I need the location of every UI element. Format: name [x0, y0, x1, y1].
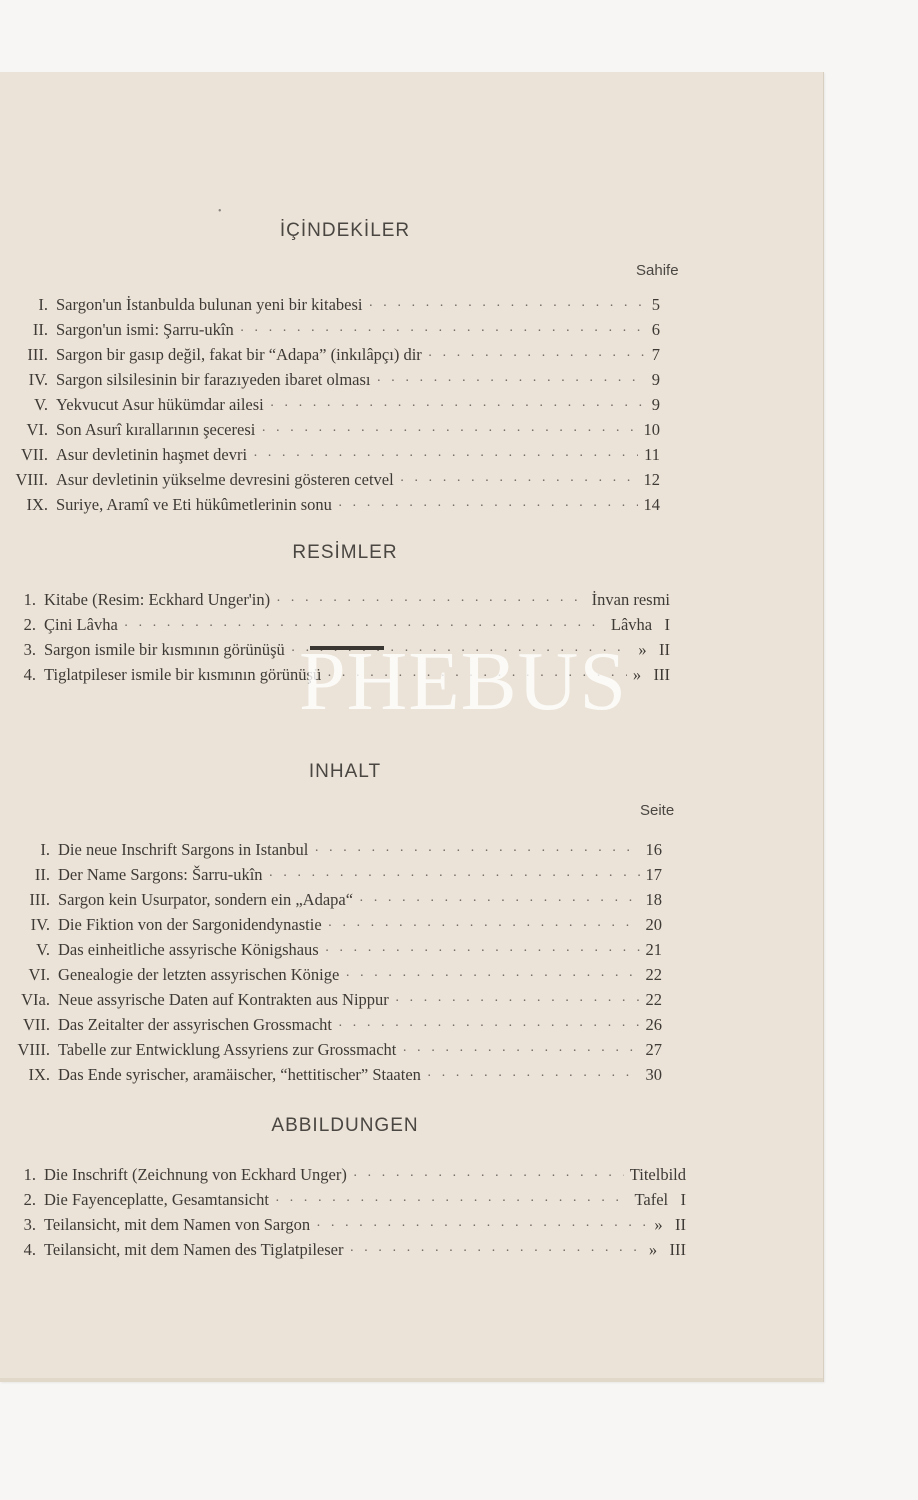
turkish-toc-entry-page: 14 — [643, 495, 660, 514]
turkish-toc-entry-title: Suriye, Aramî ve Eti hükûmetlerinin sonu — [56, 495, 332, 514]
german-figure-entry-number: 4. — [23, 1240, 36, 1259]
german-toc-entry-number: IX. — [28, 1065, 50, 1084]
german-figures-heading: ABBILDUNGEN — [271, 1115, 419, 1136]
turkish-figure-entry-page: Lâvha I — [610, 615, 670, 634]
dot-leader — [353, 1169, 624, 1185]
german-figure-entry — [0, 1240, 686, 1262]
turkish-toc-entry — [2, 395, 660, 417]
dot-leader — [428, 349, 646, 365]
turkish-figure-entry-title: Çini Lâvha — [44, 615, 118, 634]
german-figure-entry — [0, 1165, 686, 1187]
german-figure-entry-number: 3. — [23, 1215, 36, 1234]
german-figure-entry-title: Die Inschrift (Zeichnung von Eckhard Unger) — [44, 1165, 347, 1184]
german-toc-entry-number: III. — [29, 890, 50, 909]
dot-leader — [402, 1044, 639, 1060]
dot-leader — [261, 424, 637, 440]
turkish-figure-entry — [2, 615, 670, 637]
turkish-figure-entry-page: İnvan resmi — [591, 590, 670, 609]
turkish-toc-entry-number: IV. — [28, 370, 48, 389]
dot-leader — [314, 844, 639, 860]
german-toc-entry-page: 27 — [645, 1040, 662, 1059]
german-figure-entry-number: 1. — [23, 1165, 36, 1184]
dot-leader — [276, 594, 586, 610]
german-toc-entry-number: II. — [34, 865, 50, 884]
dot-leader — [328, 919, 640, 935]
german-toc-entry-number: I. — [40, 840, 50, 859]
turkish-toc-entry-number: IX. — [26, 495, 48, 514]
german-toc-entry-page: 26 — [645, 1015, 662, 1034]
german-toc-entry — [0, 940, 662, 962]
turkish-toc-entry-page: 12 — [643, 470, 660, 489]
dot-leader — [240, 324, 646, 340]
turkish-toc-entry-number: V. — [34, 395, 48, 414]
german-toc-entry-page: 16 — [645, 840, 662, 859]
turkish-toc-entry — [2, 495, 660, 517]
turkish-toc-entry-number: VIII. — [15, 470, 48, 489]
turkish-toc-entry-title: Sargon silsilesinin bir farazıyeden ibaret olması — [56, 370, 371, 389]
dot-leader — [338, 1019, 640, 1035]
dot-leader — [253, 449, 638, 465]
dot-leader — [427, 1069, 640, 1085]
german-toc-entry-title: Der Name Sargons: Šarru-ukîn — [58, 865, 263, 884]
turkish-figure-entry-number: 2. — [23, 615, 36, 634]
dot-leader — [349, 1244, 642, 1260]
turkish-figure-entry-number: 4. — [23, 665, 36, 684]
german-toc-entry — [0, 965, 662, 987]
turkish-toc-entry-number: I. — [38, 295, 48, 314]
german-toc-entry — [0, 990, 662, 1012]
german-toc-entry-page: 30 — [645, 1065, 662, 1084]
german-toc-entry-page: 17 — [645, 865, 662, 884]
turkish-toc-entry-number: II. — [32, 320, 48, 339]
german-toc-entry-number: VII. — [22, 1015, 50, 1034]
turkish-figure-entry — [2, 590, 670, 612]
german-toc-entry-title: Tabelle zur Entwicklung Assyriens zur Grossmacht — [58, 1040, 397, 1059]
german-toc-entry-title: Das Ende syrischer, aramäischer, “hettitischer” Staaten — [58, 1065, 421, 1084]
turkish-toc-entry-page: 10 — [643, 420, 660, 439]
german-toc-entry-number: VI. — [28, 965, 50, 984]
turkish-toc-entry-page: 6 — [651, 320, 660, 339]
german-toc-entry-title: Genealogie der letzten assyrischen Könige — [58, 965, 340, 984]
dot-leader — [270, 399, 646, 415]
turkish-figure-entry-page: » III — [632, 665, 670, 684]
dot-leader — [359, 894, 639, 910]
german-toc-entry-number: VIII. — [17, 1040, 50, 1059]
turkish-toc-entry — [2, 445, 660, 467]
turkish-figure-entry-number: 3. — [23, 640, 36, 659]
turkish-toc-entry-number: III. — [27, 345, 48, 364]
dot-leader — [369, 299, 646, 315]
german-page-column-label: Seite — [640, 802, 675, 819]
turkish-figure-entry-title: Kitabe (Resim: Eckhard Unger'in) — [44, 590, 271, 609]
turkish-figure-entry-title: Tiglatpileser ismile bir kısmının görünüşü — [44, 665, 322, 684]
german-toc-entry-page: 22 — [645, 990, 662, 1009]
dot-leader — [377, 374, 646, 390]
german-figure-entry — [0, 1215, 686, 1237]
german-figure-entry-page: » II — [654, 1215, 686, 1234]
german-figure-entry-number: 2. — [23, 1190, 36, 1209]
turkish-toc-entry-title: Sargon'un İstanbulda bulunan yeni bir kitabesi — [56, 295, 363, 314]
german-figure-entry-page: Tafel I — [634, 1190, 686, 1209]
german-toc-entry-page: 20 — [645, 915, 662, 934]
turkish-toc-entry — [2, 420, 660, 442]
turkish-toc-entry-page: 9 — [651, 395, 660, 414]
german-toc-entry — [0, 840, 662, 862]
german-toc-heading: INHALT — [308, 761, 382, 782]
paper-speck: • — [218, 206, 222, 217]
dot-leader — [275, 1194, 629, 1210]
turkish-toc-entry — [2, 295, 660, 317]
dot-leader — [400, 474, 638, 490]
german-toc-entry-page: 21 — [645, 940, 662, 959]
turkish-toc-entry — [2, 320, 660, 342]
german-toc-entry-title: Das Zeitalter der assyrischen Grossmacht — [58, 1015, 332, 1034]
dot-leader — [316, 1219, 648, 1235]
turkish-toc-entry-title: Yekvucut Asur hükümdar ailesi — [56, 395, 264, 414]
german-toc-entry-title: Neue assyrische Daten auf Kontrakten aus Nippur — [58, 990, 389, 1009]
turkish-page-column-label: Sahife — [636, 262, 679, 279]
turkish-figures-heading: RESİMLER — [292, 542, 398, 563]
german-figure-entry-title: Die Fayenceplatte, Gesamtansicht — [44, 1190, 269, 1209]
turkish-toc-entry-title: Sargon bir gasıp değil, fakat bir “Adapa” (inkılâpçı) dir — [56, 345, 422, 364]
dot-leader — [338, 499, 638, 515]
german-figure-entry-page: » III — [648, 1240, 686, 1259]
turkish-toc-entry-title: Son Asurî kırallarının şeceresi — [56, 420, 256, 439]
german-figure-entry-title: Teilansicht, mit dem Namen des Tiglatpileser — [44, 1240, 344, 1259]
turkish-figure-entry-page: » II — [638, 640, 670, 659]
dot-leader — [269, 869, 640, 885]
german-toc-entry-title: Die Fiktion von der Sargonidendynastie — [58, 915, 322, 934]
turkish-toc-entry-number: VI. — [26, 420, 48, 439]
german-toc-entry-number: V. — [36, 940, 50, 959]
watermark: PHEBUS — [298, 635, 628, 728]
german-toc-entry-title: Das einheitliche assyrische Königshaus — [58, 940, 319, 959]
turkish-figure-entry-number: 1. — [23, 590, 36, 609]
german-toc-entry-page: 18 — [645, 890, 662, 909]
german-toc-entry-page: 22 — [645, 965, 662, 984]
german-toc-entry-title: Die neue Inschrift Sargons in Istanbul — [58, 840, 309, 859]
german-toc-entry-number: IV. — [30, 915, 50, 934]
turkish-toc-entry-page: 5 — [651, 295, 660, 314]
turkish-toc-entry — [2, 470, 660, 492]
turkish-toc-entry-page: 7 — [651, 345, 660, 364]
turkish-toc-entry-number: VII. — [20, 445, 48, 464]
turkish-toc-entry-title: Asur devletinin haşmet devri — [56, 445, 248, 464]
german-toc-entry — [0, 1040, 662, 1062]
turkish-toc-entry — [2, 345, 660, 367]
german-toc-entry — [0, 890, 662, 912]
turkish-toc-entry-page: 9 — [651, 370, 660, 389]
dot-leader — [124, 619, 605, 635]
german-toc-entry-number: VIa. — [21, 990, 50, 1009]
dot-leader — [345, 969, 639, 985]
turkish-toc-entry-title: Asur devletinin yükselme devresini gösteren cetvel — [56, 470, 394, 489]
turkish-toc-entry-title: Sargon'un ismi: Şarru-ukîn — [56, 320, 234, 339]
turkish-toc-entry-page: 11 — [644, 445, 660, 464]
german-toc-entry-title: Sargon kein Usurpator, sondern ein „Adapa“ — [58, 890, 354, 909]
turkish-figure-entry-title: Sargon ismile bir kısmının görünüşü — [44, 640, 285, 659]
dot-leader — [395, 994, 640, 1010]
german-figure-entry-title: Teilansicht, mit dem Namen von Sargon — [44, 1215, 311, 1234]
dot-leader — [325, 944, 640, 960]
german-toc-entry — [0, 915, 662, 937]
german-toc-entry — [0, 1015, 662, 1037]
german-toc-entry — [0, 865, 662, 887]
turkish-toc-entry — [2, 370, 660, 392]
german-figure-entry-page: Titelbild — [629, 1165, 686, 1184]
german-toc-entry — [0, 1065, 662, 1087]
german-figure-entry — [0, 1190, 686, 1212]
turkish-toc-heading: İÇİNDEKİLER — [279, 220, 411, 241]
